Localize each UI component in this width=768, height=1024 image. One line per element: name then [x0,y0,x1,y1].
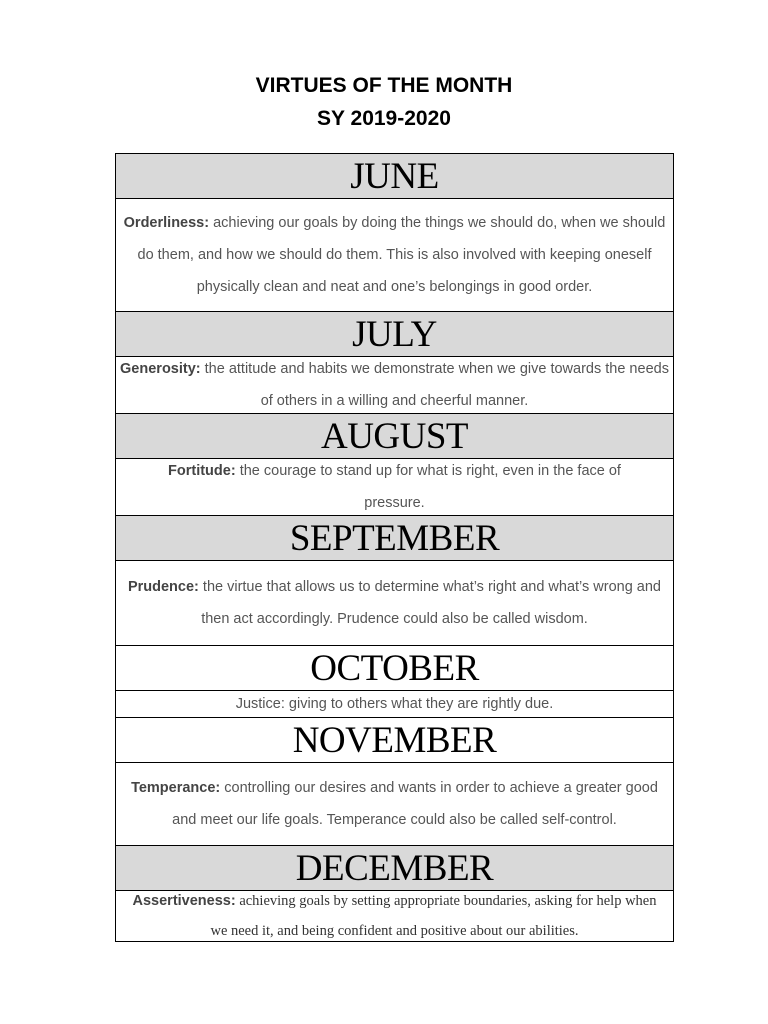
month-header-november: NOVEMBER [116,718,673,763]
month-header-july: JULY [116,312,673,357]
virtue-term: Fortitude: [168,463,236,479]
virtue-term: Assertiveness: [132,893,236,909]
month-header-june: JUNE [116,154,673,199]
virtues-table [115,153,674,942]
school-year: SY 2019-2020 [317,107,451,130]
virtue-description-august [116,459,673,516]
virtue-description-september [116,561,673,646]
virtue-term: Prudence: [127,579,199,595]
virtue-description-july [116,357,673,414]
virtue-term: Orderliness: [123,215,210,231]
virtue-description-november [116,763,673,846]
virtue-description-june [116,199,673,312]
virtue-description-october [116,691,673,718]
month-header-september: SEPTEMBER [116,516,673,561]
virtue-text: achieving our goals by doing the things we should do, when we should do them, and how we should do them. This is also involved with keeping oneself physically clean and neat and one’s belongings in good order. [137,215,666,295]
month-header-december: DECEMBER [116,846,673,891]
month-header-august: AUGUST [116,414,673,459]
month-header-october: OCTOBER [116,646,673,691]
virtue-text: controlling our desires and wants in order to achieve a greater good and meet our life goals. Temperance could also be called self-control. [172,780,658,828]
document-title: VIRTUES OF THE MONTH [255,74,513,97]
virtue-text: Justice: giving to others what they are rightly due. [235,696,554,712]
virtue-term: Temperance: [131,780,221,796]
virtue-text: the courage to stand up for what is right, even in the face of pressure. [235,463,621,511]
virtue-term: Generosity: [120,361,201,377]
virtue-text: the attitude and habits we demonstrate when we give towards the needs of others in a willing and cheerful manner. [200,361,669,409]
virtue-text: achieving goals by setting appropriate boundaries, asking for help when we need it, and being confident and positive about our abilities. [210,893,657,939]
virtue-description-december [116,891,673,941]
virtue-text: the virtue that allows us to determine what’s right and what’s wrong and then act accordingly. Prudence could also be called wisdom. [198,579,662,627]
